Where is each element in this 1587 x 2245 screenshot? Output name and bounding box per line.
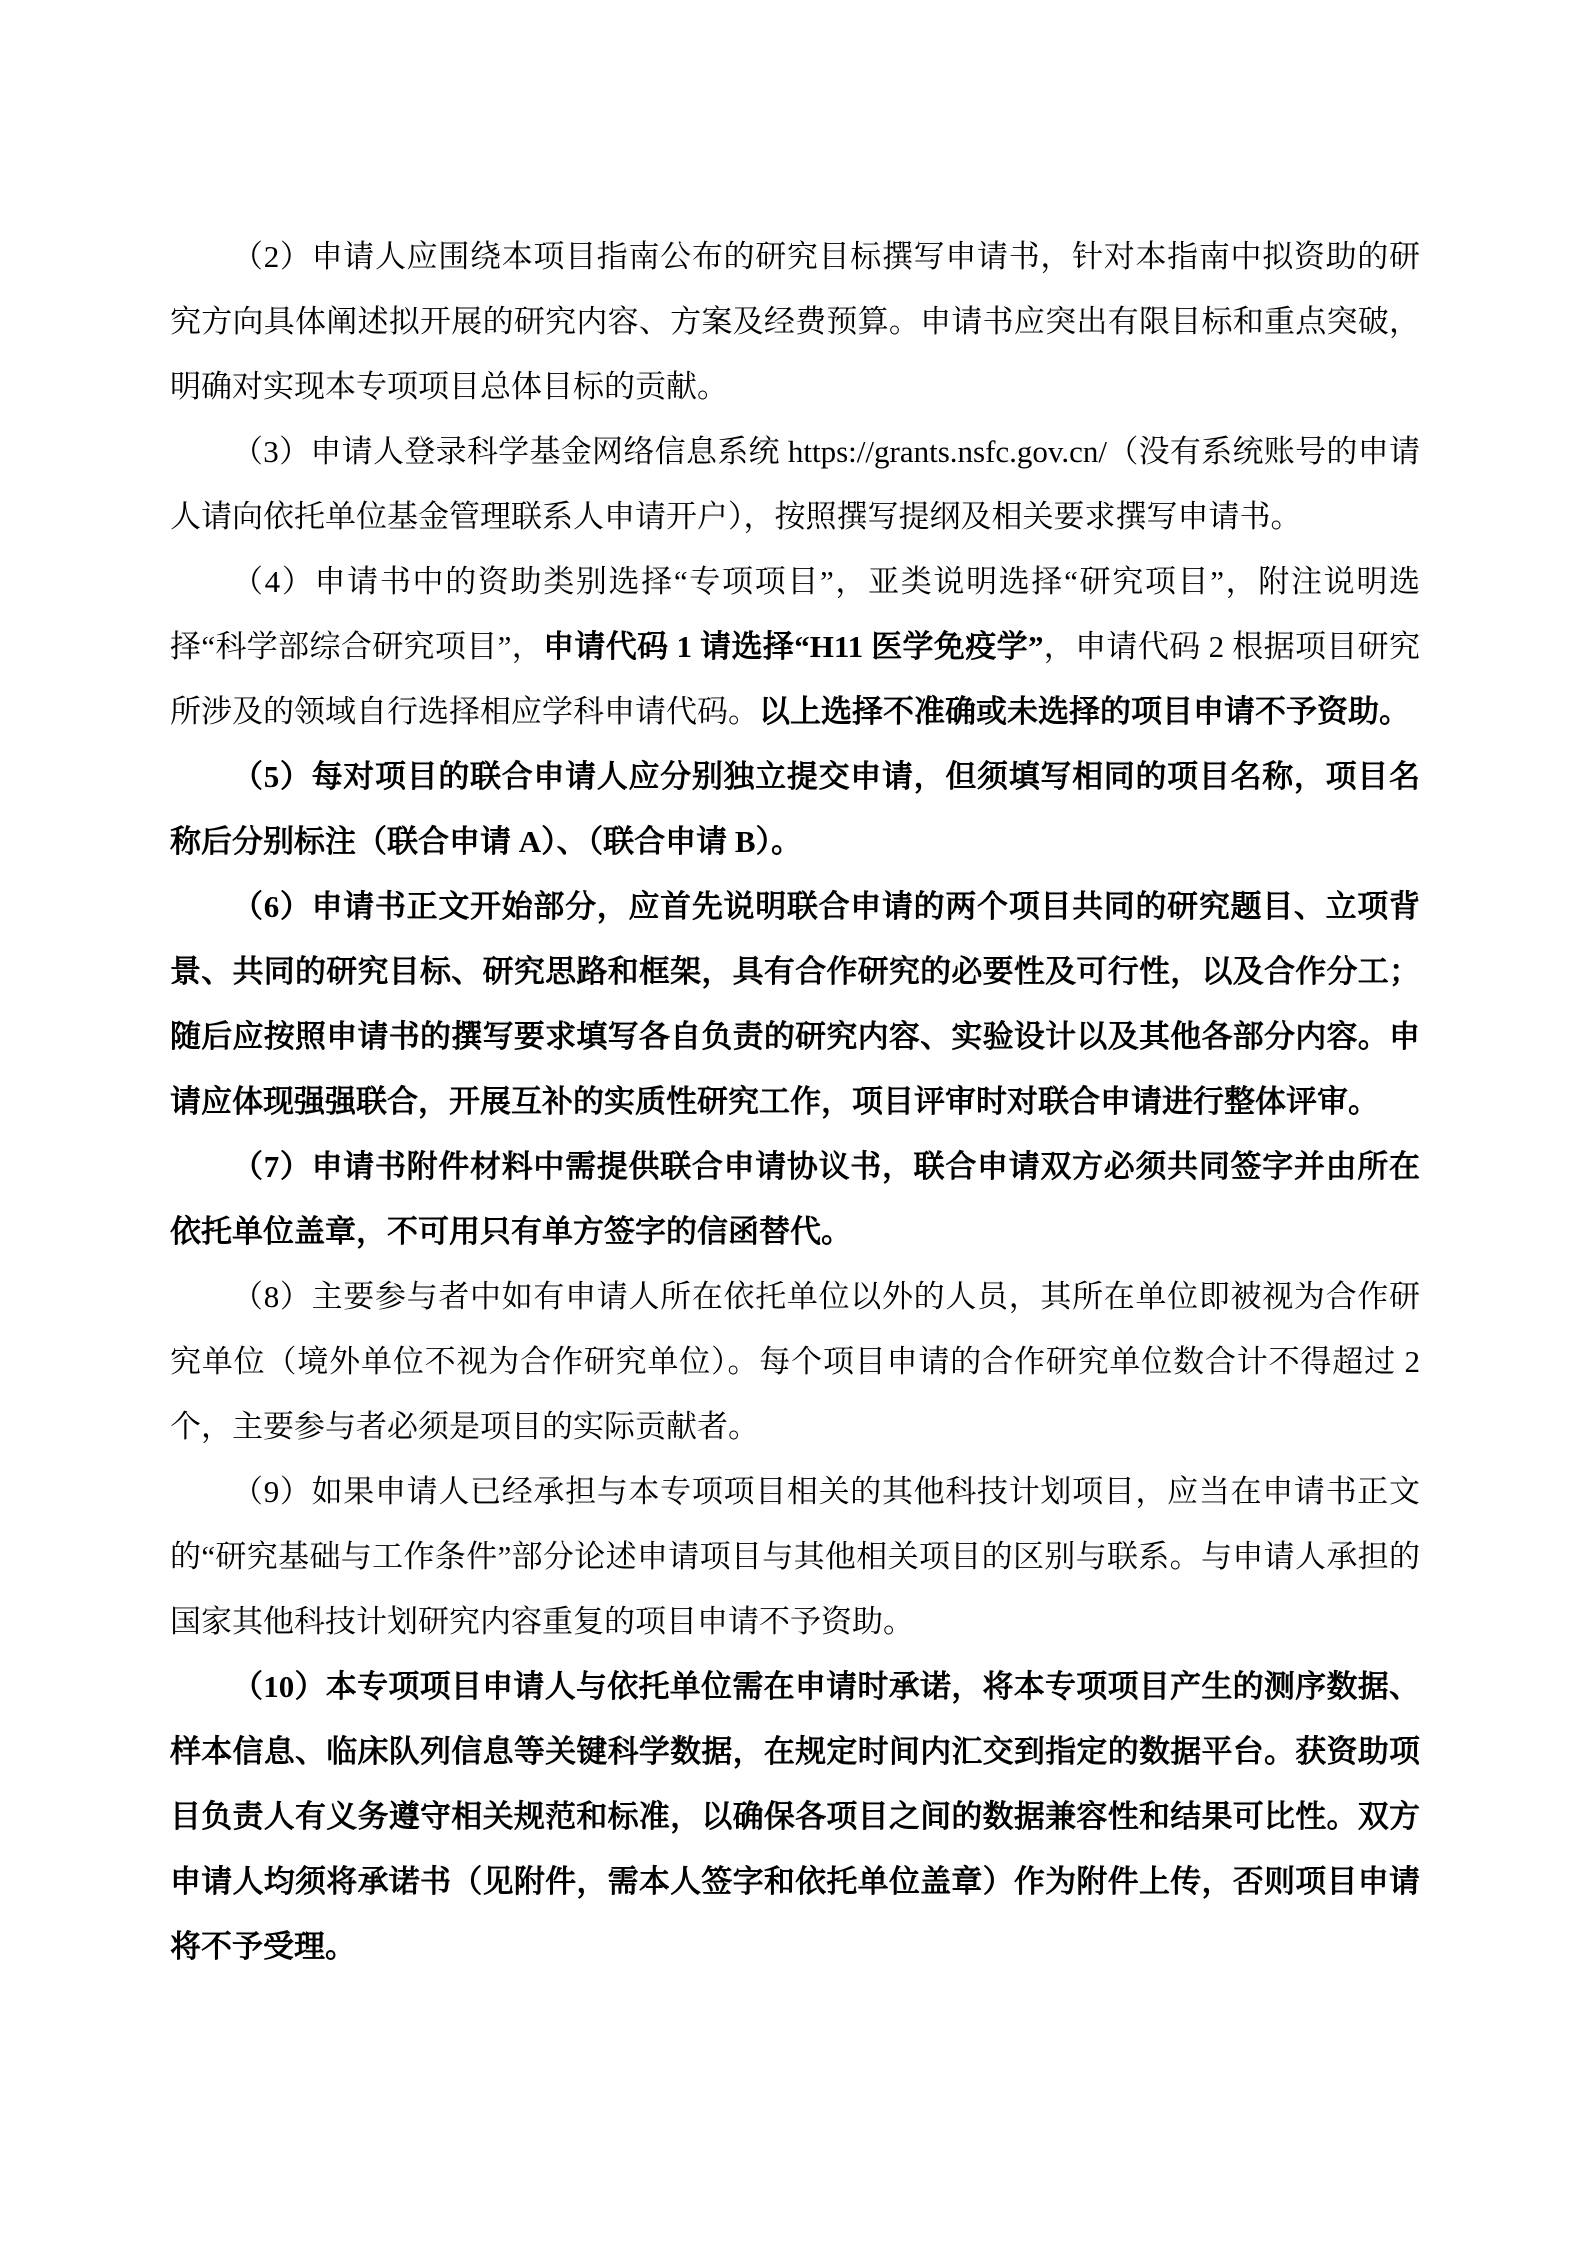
- text-segment: （3）申请人登录科学基金网络信息系统 https://grants.nsfc.gov.cn/（没有系统账号的申请人请向依托单位基金管理联系人申请开户），按照撰写提纲及相关要求撰写申请书。: [170, 434, 1420, 534]
- paragraph: [170, 419, 1420, 549]
- paragraph: [170, 874, 1420, 1134]
- text-segment: （9）如果申请人已经承担与本专项项目相关的其他科技计划项目，应当在申请书正文的“研究基础与工作条件”部分论述申请项目与其他相关项目的区别与联系。与申请人承担的国家其他科技计划研究内容重复的项目申请不予资助。: [170, 1474, 1420, 1639]
- text-segment: （10）本专项项目申请人与依托单位需在申请时承诺，将本专项项目产生的测序数据、样本信息、临床队列信息等关键科学数据，在规定时间内汇交到指定的数据平台。获资助项目负责人有义务遵守相关规范和标准，以确保各项目之间的数据兼容性和结果可比性。双方申请人均须将承诺书（见附件，需本人签字和依托单位盖章）作为附件上传，否则项目申请将不予受理。: [170, 1669, 1420, 1964]
- text-segment: （7）申请书附件材料中需提供联合申请协议书，联合申请双方必须共同签字并由所在依托单位盖章，不可用只有单方签字的信函替代。: [170, 1149, 1420, 1249]
- text-segment: 以上选择不准确或未选择的项目申请不予资助。: [759, 694, 1410, 729]
- paragraph: [170, 1654, 1420, 1979]
- paragraph: [170, 549, 1420, 744]
- paragraph: [170, 1134, 1420, 1264]
- text-segment: （5）每对项目的联合申请人应分别独立提交申请，但须填写相同的项目名称，项目名称后分别标注（联合申请 A）、（联合申请 B）。: [170, 759, 1420, 859]
- paragraph: [170, 1459, 1420, 1654]
- document-body: [170, 224, 1420, 1979]
- text-segment: ，申请代码 2 根据项目研究所涉及的领域自行选择相应学科申请代码。: [170, 629, 1420, 729]
- paragraph: [170, 744, 1420, 874]
- text-segment: （2）申请人应围绕本项目指南公布的研究目标撰写申请书，针对本指南中拟资助的研究方向具体阐述拟开展的研究内容、方案及经费预算。申请书应突出有限目标和重点突破，明确对实现本专项项目总体目标的贡献。: [170, 239, 1420, 404]
- paragraph: [170, 224, 1420, 419]
- paragraph: [170, 1264, 1420, 1459]
- text-segment: 申请代码 1 请选择“H11 医学免疫学”: [543, 629, 1044, 664]
- text-segment: （4）申请书中的资助类别选择“专项项目”，亚类说明选择“研究项目”，附注说明选择“科学部综合研究项目”，: [170, 564, 1420, 664]
- text-segment: （8）主要参与者中如有申请人所在依托单位以外的人员，其所在单位即被视为合作研究单位（境外单位不视为合作研究单位）。每个项目申请的合作研究单位数合计不得超过 2 个，主要参与者必须是项目的实际贡献者。: [170, 1279, 1420, 1444]
- text-segment: （6）申请书正文开始部分，应首先说明联合申请的两个项目共同的研究题目、立项背景、共同的研究目标、研究思路和框架，具有合作研究的必要性及可行性，以及合作分工；随后应按照申请书的撰写要求填写各自负责的研究内容、实验设计以及其他各部分内容。申请应体现强强联合，开展互补的实质性研究工作，项目评审时对联合申请进行整体评审。: [170, 889, 1420, 1119]
